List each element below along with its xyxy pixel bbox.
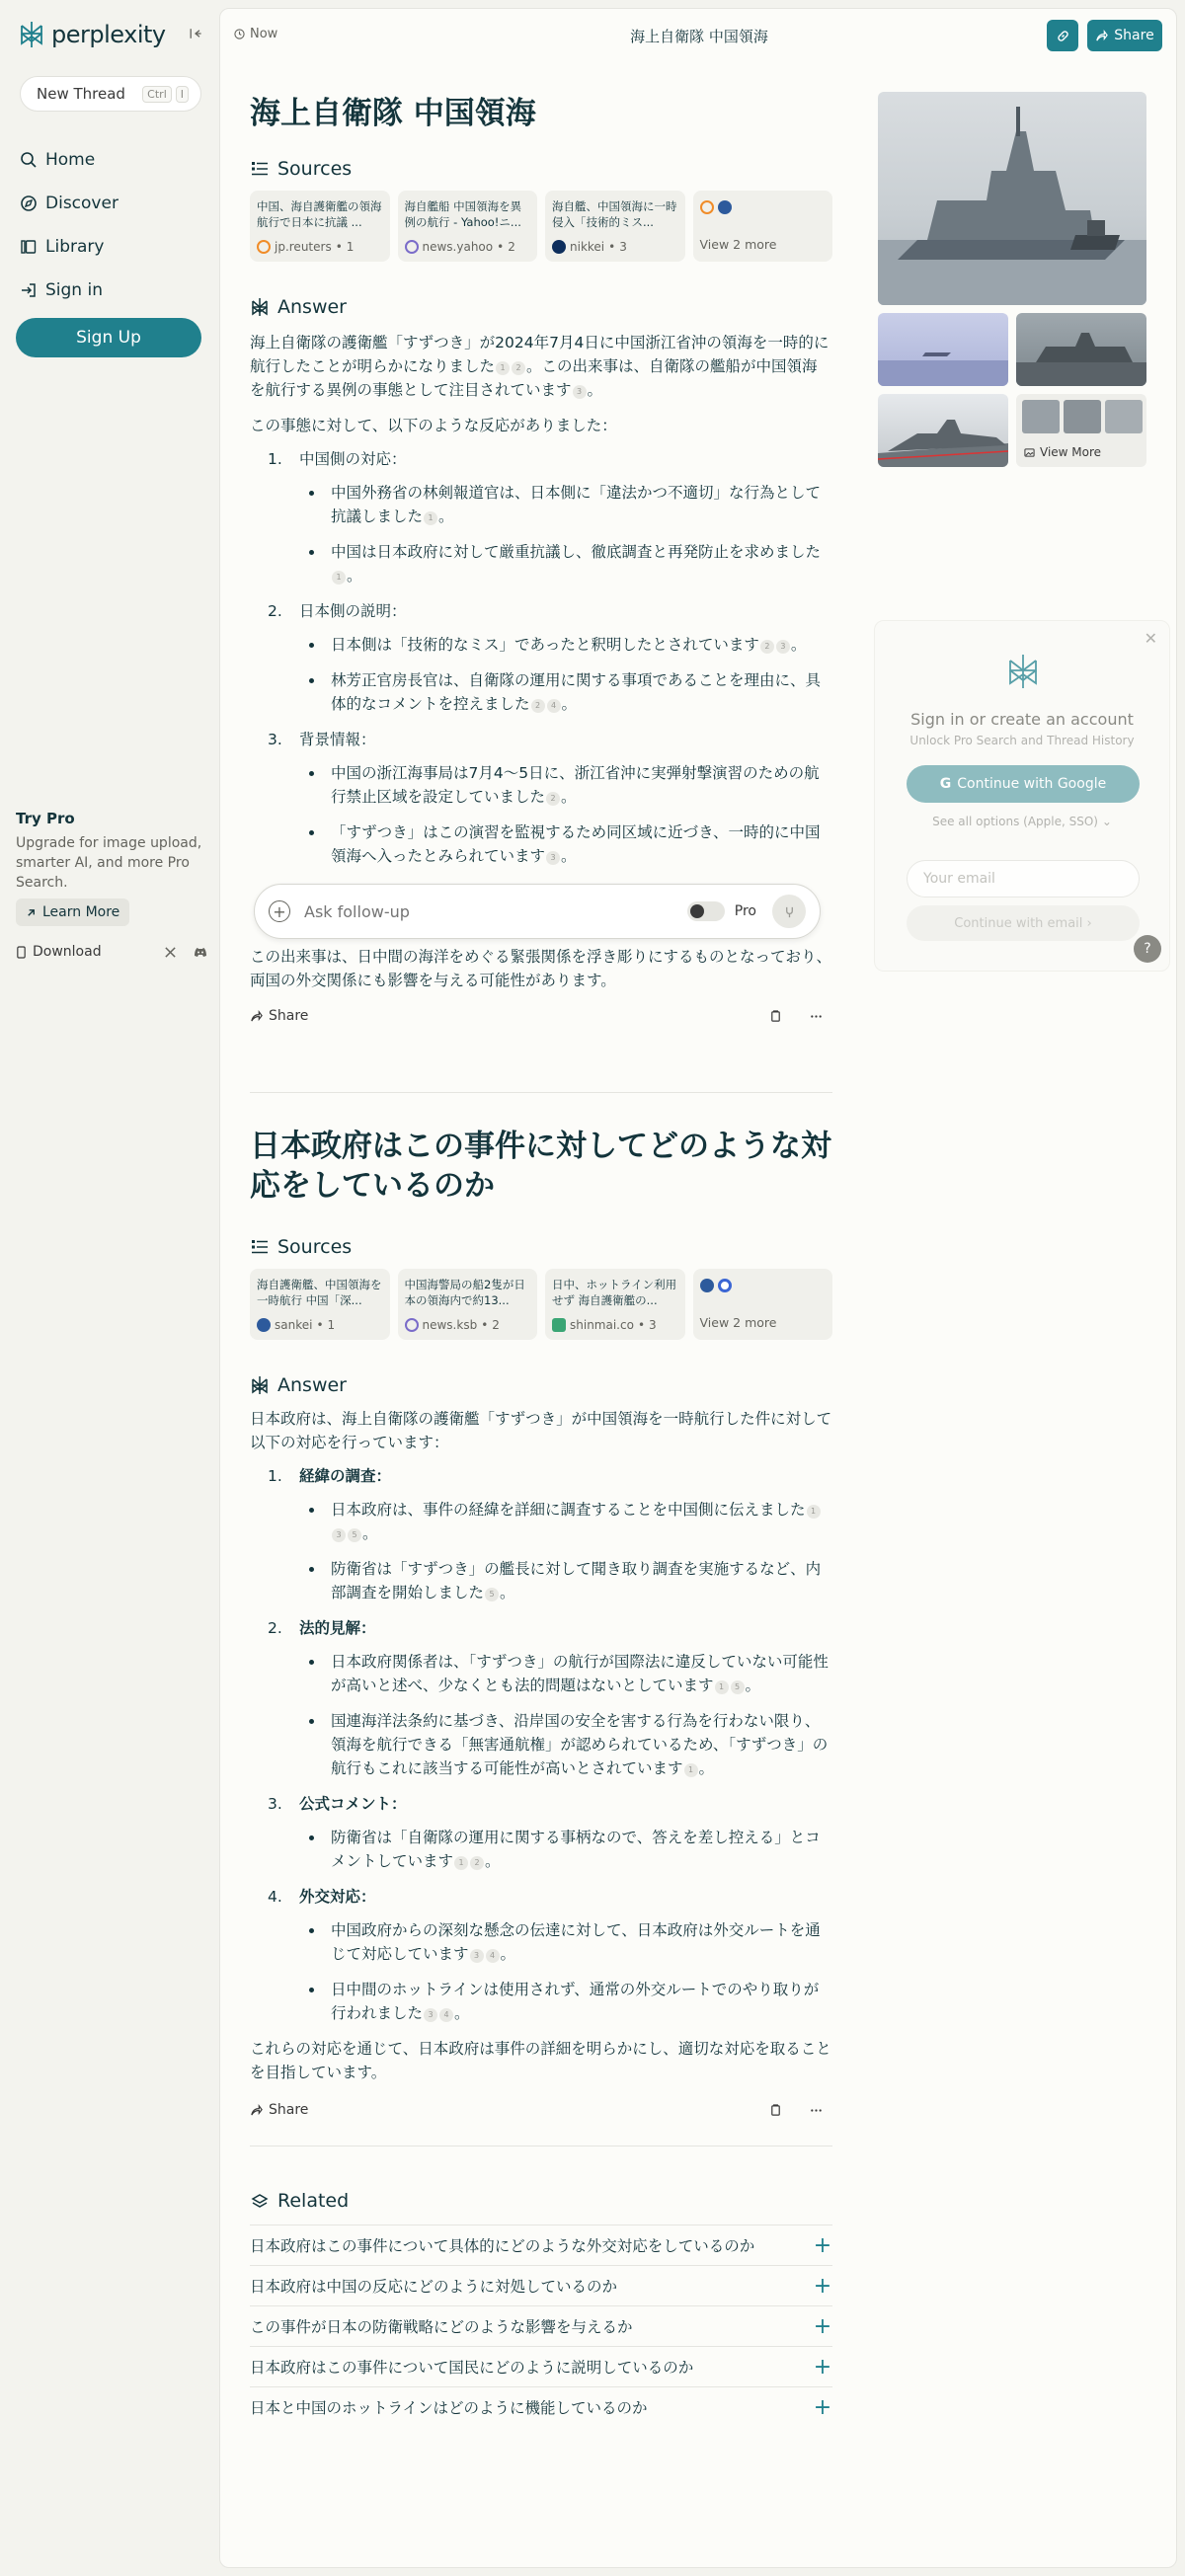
top-bar	[220, 9, 1178, 60]
view-more-label: View 2 more	[699, 237, 777, 252]
source-title: 中国、海自護衛艦の領海航行で日本に抗議 ...	[257, 199, 382, 229]
bullet-item: 中国の浙江海事局は7月4〜5日に、浙江省沖に実弾射撃演習のための航行禁止区域を設定していました 2 。	[299, 761, 832, 809]
thread-block-2	[250, 1127, 832, 2120]
more-options-icon[interactable]	[810, 1010, 823, 1023]
source-number: 2	[508, 240, 515, 254]
related-question-text: 日本政府はこの事件について国民にどのように説明しているのか	[250, 2359, 694, 2377]
source-card[interactable]	[398, 191, 538, 262]
favicon-icon	[718, 200, 732, 214]
answer-conclusion: この出来事は、日中間の海洋をめぐる緊張関係を浮き彫りにするものとなっており、両国の外交関係にも影響を与える可能性があります。	[250, 948, 832, 989]
bullet-item: 防衛省は「すずつき」の艦長に対して聞き取り調査を実施するなど、内部調査を開始しました 5 。	[299, 1557, 832, 1604]
thread-time-label: Now	[250, 27, 278, 41]
citation[interactable]: 1	[715, 1680, 729, 1694]
shinmai-favicon-icon	[552, 1318, 566, 1332]
source-number: 1	[346, 240, 355, 254]
logo[interactable]	[18, 20, 166, 49]
answer-header	[250, 1373, 832, 1397]
sources-icon	[250, 159, 270, 179]
reuters-favicon-icon	[257, 240, 271, 254]
copy-icon[interactable]	[769, 1010, 782, 1023]
citation[interactable]: 3	[424, 2008, 437, 2022]
close-icon[interactable]: ✕	[1144, 629, 1157, 648]
new-thread-button[interactable]	[20, 76, 201, 112]
plus-icon: +	[813, 2394, 832, 2420]
related-label: Related	[277, 2190, 350, 2212]
ship-distant-illustration	[878, 313, 1008, 386]
bullet-text: 日中間のホットラインは使用されず、通常の外交ルートでのやり取りが行われました	[331, 1981, 820, 2022]
bullet-item: 日本政府関係者は、「すずつき」の航行が国際法に違反していない可能性が高いと述べ、少なくとも法的問題はないとしています 1 5 。	[299, 1650, 832, 1697]
thumbnail	[1105, 400, 1143, 433]
bullet-item: 「すずつき」はこの演習を監視するため同区域に近づき、一時的に中国領海へ入ったとみられています 3 。	[299, 820, 832, 868]
try-pro-panel	[16, 810, 208, 926]
sidebar-item-discover[interactable]	[20, 182, 118, 225]
sign-in-icon	[20, 281, 38, 299]
related-question[interactable]	[250, 2265, 832, 2305]
bullet-item: 中国外務省の林剣報道官は、日本側に「違法かつ不適切」な行為として抗議しました 1 。	[299, 481, 832, 528]
warship-image-2[interactable]	[878, 313, 1008, 386]
source-title: 海自艦、中国領海に一時侵入「技術的ミス...	[552, 199, 677, 229]
answer-list-item	[268, 1616, 832, 1780]
bullet-text: 防衛省は「自衛隊の運用に関する事柄なので、答えを差し控える」とコメントしています	[331, 1829, 821, 1870]
sub-list	[299, 1650, 832, 1780]
ship-side-illustration	[878, 394, 1008, 467]
intro-text-2: 。この出来事は、自衛隊の艦船が中国領海を航行する異例の事態として注目されています	[250, 357, 818, 399]
item-heading: 日本側の説明：	[299, 602, 407, 620]
item-number: 3.	[268, 1795, 282, 1813]
sankei-favicon-icon	[257, 1318, 271, 1332]
item-heading: 中国側の対応：	[299, 450, 407, 468]
thread-title: 海上自衛隊 中国領海	[630, 28, 768, 45]
bullet-text: 中国の浙江海事局は7月4〜5日に、浙江省沖に実弾射撃演習のための航行禁止区域を設定していました	[331, 764, 820, 806]
email-field[interactable]: Your email	[907, 860, 1140, 898]
sources-header	[250, 1235, 832, 1259]
try-pro-title: Try Pro	[16, 810, 75, 827]
phone-icon	[16, 946, 27, 959]
answer-list-item	[268, 1464, 832, 1604]
intro-text: 海上自衛隊の護衛艦「すずつき」が2024年7月4日に中国浙江省沖の領海を一時的に航行したことが明らかになりました	[250, 334, 830, 375]
perplexity-answer-icon	[250, 297, 270, 317]
answer-list	[268, 1464, 832, 2025]
related-stack-icon	[250, 2191, 270, 2211]
citation[interactable]: 3	[332, 1528, 346, 1542]
library-icon	[20, 238, 38, 256]
sidebar-item-home[interactable]	[20, 138, 118, 182]
perplexity-answer-icon	[250, 1375, 270, 1395]
answer-list-item	[268, 1885, 832, 2025]
source-meta: news.yahoo • 2	[405, 240, 515, 254]
item-number: 2.	[268, 602, 282, 620]
item-heading: 公式コメント：	[299, 1795, 407, 1813]
citation[interactable]: 1	[684, 1763, 698, 1777]
compass-icon	[20, 195, 38, 212]
citation[interactable]: 1	[454, 1856, 468, 1870]
citation[interactable]: 3	[776, 640, 790, 654]
continue-email-label: Continue with email	[954, 915, 1083, 931]
x-icon[interactable]	[164, 946, 177, 959]
source-site: nikkei	[570, 240, 605, 254]
related-question[interactable]	[250, 2346, 832, 2386]
shortcut-hint	[142, 86, 189, 103]
plus-icon: +	[813, 2273, 832, 2299]
related-question-text: 日本と中国のホットラインはどのように機能しているのか	[250, 2399, 648, 2417]
source-meta: shinmai.co • 3	[552, 1318, 657, 1332]
logo-text: perplexity	[51, 21, 166, 48]
plus-icon: +	[813, 2313, 832, 2339]
kbd-ctrl: Ctrl	[142, 86, 172, 103]
sub-list	[299, 1826, 832, 1873]
source-title: 海自艦船 中国領海を異例の航行 - Yahoo!ニ...	[404, 199, 522, 229]
plus-icon: +	[813, 2354, 832, 2380]
sidebar-item-label: Sign in	[45, 280, 103, 300]
try-pro-description: Upgrade for image upload, smarter AI, and more Pro Search.	[16, 835, 202, 891]
query-title: 日本政府はこの事件に対してどのような対応をしているのか	[250, 1129, 831, 1204]
continue-with-google-button[interactable]	[907, 765, 1140, 803]
source-card[interactable]	[398, 1269, 538, 1340]
bullet-text: 「すずつき」はこの演習を監視するため同区域に近づき、一時的に中国領海へ入ったとみられています	[331, 823, 821, 865]
warship-image-main[interactable]	[878, 92, 1146, 305]
sidebar-item-label: Home	[45, 150, 96, 170]
related-question-text: 日本政府はこの事件について具体的にどのような外交対応をしているのか	[250, 2237, 755, 2255]
source-meta: sankei • 1	[257, 1318, 335, 1332]
copy-link-button[interactable]	[1047, 20, 1078, 51]
continue-with-email-button[interactable]	[907, 905, 1140, 941]
follow-up-bar	[254, 884, 821, 939]
item-heading: 外交対応：	[299, 1888, 376, 1906]
share-icon	[1095, 30, 1108, 42]
source-number: 3	[649, 1318, 657, 1332]
submit-button[interactable]	[772, 895, 806, 928]
item-number: 1.	[268, 450, 282, 468]
options-label: See all options (Apple, SSO)	[932, 815, 1098, 828]
related-section	[250, 2189, 832, 2427]
bullet-text: 防衛省は「すずつき」の艦長に対して聞き取り調査を実施するなど、内部調査を開始しました	[331, 1560, 822, 1601]
related-divider	[250, 2146, 832, 2147]
download-row	[16, 944, 208, 960]
answer-lead: この事態に対して、以下のような反応がありました：	[250, 417, 617, 434]
source-site: news.yahoo	[422, 240, 494, 254]
image-icon	[1024, 447, 1035, 458]
bullet-item: 国連海洋法条約に基づき、沿岸国の安全を害する行為を行わない限り、領海を航行できる「無害通航権」が認められているため、「すずつき」の航行もこれに該当する可能性が高いとされています 1 。	[299, 1709, 832, 1780]
attach-plus-icon[interactable]: +	[269, 900, 290, 922]
citation[interactable]: 1	[807, 1505, 821, 1519]
thumbnail	[1064, 400, 1101, 433]
sub-list	[299, 1918, 832, 2025]
sidebar-nav	[20, 138, 118, 312]
answer-label: Answer	[277, 296, 347, 318]
sources-icon	[250, 1237, 270, 1257]
share-label: Share	[1114, 28, 1154, 43]
source-site: news.ksb	[422, 1318, 478, 1332]
warship-image-3[interactable]	[1016, 313, 1146, 386]
ship-dock-illustration	[1016, 313, 1146, 386]
source-card[interactable]	[545, 191, 685, 262]
nikkei-favicon-icon	[552, 240, 566, 254]
image-thumbnails	[1022, 400, 1143, 433]
source-title: 中国海警局の船2隻が日本の領海内で約13...	[404, 1278, 525, 1307]
view-more-images[interactable]	[1016, 394, 1146, 467]
sources-list	[250, 1269, 832, 1340]
source-site: jp.reuters	[275, 240, 332, 254]
citation[interactable]: 1	[424, 511, 437, 525]
pro-label: Pro	[734, 903, 756, 919]
item-heading: 背景情報：	[299, 731, 376, 748]
citation[interactable]: 2	[760, 640, 774, 654]
sign-up-button[interactable]: Sign Up	[16, 318, 201, 357]
answer-list-item	[268, 1792, 832, 1873]
source-site: shinmai.co	[570, 1318, 634, 1332]
warship-image-4[interactable]	[878, 394, 1008, 467]
help-button[interactable]: ?	[1134, 935, 1161, 963]
bullet-text: 中国政府からの深刻な懸念の伝達に対して、日本政府は外交ルートを通じて対応しています	[331, 1921, 821, 1963]
download-label: Download	[33, 944, 102, 960]
citation[interactable]: 5	[731, 1680, 745, 1694]
source-title: 日中、ホットライン利用せず 海自護衛艦の...	[552, 1278, 677, 1307]
intro-end: 。	[587, 381, 603, 399]
ksb-favicon-icon	[405, 1318, 419, 1332]
answer-conclusion: これらの対応を通じて、日本政府は事件の詳細を明らかにし、適切な対応を取ることを目指しています。	[250, 2040, 831, 2081]
bullet-text: 国連海洋法条約に基づき、沿岸国の安全を害する行為を行わない限り、領海を航行できる「無害通航権」が認められているため、「すずつき」の航行もこれに該当する可能性が高いとされています	[331, 1712, 829, 1777]
branch-icon	[783, 905, 796, 918]
bullet-text: 日本政府は、事件の経緯を詳細に調査することを中国側に伝えました	[331, 1501, 806, 1519]
view-more-sources[interactable]	[693, 191, 833, 262]
sources-label: Sources	[277, 158, 353, 180]
share-icon	[250, 2104, 263, 2117]
answer-intro	[250, 331, 832, 402]
answer-list-item	[268, 599, 832, 716]
item-number: 1.	[268, 1467, 282, 1485]
share-button[interactable]	[1087, 20, 1162, 51]
answer-label: Answer	[277, 1374, 347, 1396]
source-title: 海自護衛艦、中国領海を一時航行 中国「深...	[257, 1278, 382, 1307]
learn-more-label: Learn More	[42, 904, 120, 920]
follow-up-input[interactable]	[304, 902, 660, 921]
bullet-item: 中国は日本政府に対して厳重抗議し、徹底調査と再発防止を求めました1 。	[299, 540, 832, 587]
sources-label: Sources	[277, 1236, 353, 1258]
bullet-text: 中国は日本政府に対して厳重抗議し、徹底調査と再発防止を求めました	[331, 543, 822, 561]
copy-icon[interactable]	[769, 2104, 782, 2117]
sidebar-item-sign-in[interactable]	[20, 269, 118, 312]
sub-list	[299, 633, 832, 716]
citation[interactable]: 2	[531, 699, 545, 713]
bullet-text: 日本側は「技術的なミス」であったと釈明したとされています	[331, 636, 759, 654]
yahoo-favicon-icon	[405, 240, 419, 254]
new-thread-label: New Thread	[37, 85, 125, 103]
collapse-sidebar-icon[interactable]	[188, 26, 207, 45]
answer-actions	[250, 2100, 832, 2120]
sign-in-popup	[874, 620, 1170, 972]
citation[interactable]: 3	[546, 851, 560, 865]
item-number: 3.	[268, 731, 282, 748]
answer-actions	[250, 1006, 832, 1026]
chevron-down-icon: ⌄	[1101, 815, 1112, 828]
answer-header	[250, 295, 832, 319]
source-site: sankei	[275, 1318, 313, 1332]
view-more-images-row	[1024, 445, 1101, 459]
citation[interactable]: 4	[439, 2008, 453, 2022]
source-meta: news.ksb • 2	[405, 1318, 500, 1332]
answer-list-item	[268, 447, 832, 587]
google-label: Continue with Google	[957, 776, 1107, 792]
learn-more-button[interactable]	[16, 898, 129, 926]
bullet-text: 日本政府関係者は、「すずつき」の航行が国際法に違反していない可能性が高いと述べ、少なくとも法的問題はないとしています	[331, 1653, 829, 1694]
citation[interactable]: 2	[546, 792, 560, 806]
source-card[interactable]	[250, 1269, 390, 1340]
download-link[interactable]	[16, 944, 102, 960]
share-icon	[250, 1010, 263, 1023]
bullet-text: 中国外務省の林剣報道官は、日本側に「違法かつ不適切」な行為として抗議しました	[331, 484, 822, 525]
pro-toggle[interactable]	[687, 901, 725, 921]
favicon-icon	[700, 1279, 714, 1292]
share-answer-label: Share	[269, 1008, 309, 1024]
citation[interactable]: 2	[470, 1856, 484, 1870]
view-more-label: View 2 more	[699, 1315, 777, 1330]
citation[interactable]: 2	[512, 361, 525, 375]
sidebar-item-label: Discover	[45, 194, 118, 213]
thread-divider	[250, 1092, 832, 1093]
citation[interactable]: 4	[547, 699, 561, 713]
citation[interactable]: 1	[496, 361, 510, 375]
citation[interactable]: 5	[348, 1528, 361, 1542]
sign-in-subheading: Unlock Pro Search and Thread History	[909, 734, 1135, 747]
related-question[interactable]	[250, 2305, 832, 2346]
source-meta: jp.reuters • 1	[257, 240, 354, 254]
more-options-icon[interactable]	[810, 2104, 823, 2117]
social-links	[164, 946, 208, 959]
related-question[interactable]	[250, 2225, 832, 2265]
share-answer-button[interactable]	[250, 1008, 308, 1024]
sources-header	[250, 157, 832, 181]
more-source-favicons	[700, 1279, 827, 1292]
source-number: 1	[327, 1318, 336, 1332]
item-number: 4.	[268, 1888, 282, 1906]
thumbnail	[1022, 400, 1060, 433]
related-header	[250, 2189, 832, 2213]
source-number: 2	[492, 1318, 500, 1332]
warship-illustration	[878, 92, 1146, 305]
answer-intro: 日本政府は、海上自衛隊の護衛艦「すずつき」が中国領海を一時航行した件に対して以下の対応を行っています：	[250, 1410, 832, 1451]
bullet-item: 防衛省は「自衛隊の運用に関する事柄なので、答えを差し控える」とコメントしています 1 2 。	[299, 1826, 832, 1873]
kbd-i: I	[176, 86, 189, 103]
query-title: 海上自衛隊 中国領海	[250, 96, 536, 131]
more-source-favicons	[700, 200, 827, 214]
related-question[interactable]	[250, 2386, 832, 2427]
source-number: 3	[619, 240, 627, 254]
link-icon	[1056, 29, 1070, 43]
view-more-images-label: View More	[1040, 445, 1102, 459]
answer-list-item	[268, 728, 832, 868]
search-icon	[20, 151, 38, 169]
citation[interactable]: 1	[332, 571, 346, 585]
citation[interactable]: 5	[485, 1588, 499, 1601]
plus-icon: +	[813, 2232, 832, 2258]
view-more-sources[interactable]	[693, 1269, 833, 1340]
bullet-item: 林芳正官房長官は、自衛隊の運用に関する事項であることを理由に、具体的なコメントを控えました 2 4 。	[299, 668, 832, 716]
answer-actions-right	[769, 1010, 823, 1023]
related-question-text: 日本政府は中国の反応にどのように対処しているのか	[250, 2278, 618, 2296]
sidebar-item-label: Library	[45, 237, 105, 257]
discord-icon[interactable]	[193, 946, 208, 958]
share-answer-button[interactable]	[250, 2102, 308, 2118]
related-list	[250, 2225, 832, 2427]
source-card[interactable]	[545, 1269, 685, 1340]
citation[interactable]: 3	[573, 385, 587, 399]
citation[interactable]: 4	[486, 1949, 500, 1963]
item-heading: 経緯の調査：	[299, 1467, 392, 1485]
sub-list	[299, 481, 832, 587]
sidebar-item-library[interactable]	[20, 225, 118, 269]
sign-in-heading: Sign in or create an account	[910, 710, 1134, 729]
perplexity-logo-icon	[1005, 653, 1041, 690]
answer-list	[268, 447, 832, 868]
chevron-right-icon: ›	[1086, 915, 1092, 931]
google-icon: G	[939, 776, 952, 792]
bullet-item: 中国政府からの深刻な懸念の伝達に対して、日本政府は外交ルートを通じて対応しています 3 4 。	[299, 1918, 832, 1966]
bullet-item: 日本側は「技術的なミス」であったと釈明したとされています 2 3 。	[299, 633, 832, 657]
bullet-item: 日中間のホットラインは使用されず、通常の外交ルートでのやり取りが行われました 3 4 。	[299, 1978, 832, 2025]
bullet-text: 林芳正官房長官は、自衛隊の運用に関する事項であることを理由に、具体的なコメントを控えました	[331, 671, 822, 713]
source-meta: nikkei • 3	[552, 240, 627, 254]
arrow-up-right-icon	[26, 907, 37, 918]
main-panel	[219, 8, 1177, 2568]
favicon-icon	[718, 1279, 732, 1292]
favicon-icon	[700, 200, 714, 214]
sidebar	[0, 0, 219, 2576]
image-gallery	[878, 92, 1146, 459]
answer-actions-right	[769, 2104, 823, 2117]
perplexity-logo-icon	[18, 20, 45, 49]
sources-list	[250, 191, 832, 262]
source-card[interactable]	[250, 191, 390, 262]
citation[interactable]: 3	[470, 1949, 484, 1963]
bullet-item: 日本政府は、事件の経緯を詳細に調査することを中国側に伝えました 13 5 。	[299, 1498, 832, 1545]
share-answer-label: Share	[269, 2102, 309, 2118]
item-heading: 法的見解：	[299, 1619, 376, 1637]
sub-list	[299, 761, 832, 868]
see-all-options-link[interactable]	[875, 815, 1169, 828]
related-question-text: この事件が日本の防衛戦略にどのような影響を与えるか	[250, 2318, 633, 2336]
item-number: 2.	[268, 1619, 282, 1637]
sub-list	[299, 1498, 832, 1604]
